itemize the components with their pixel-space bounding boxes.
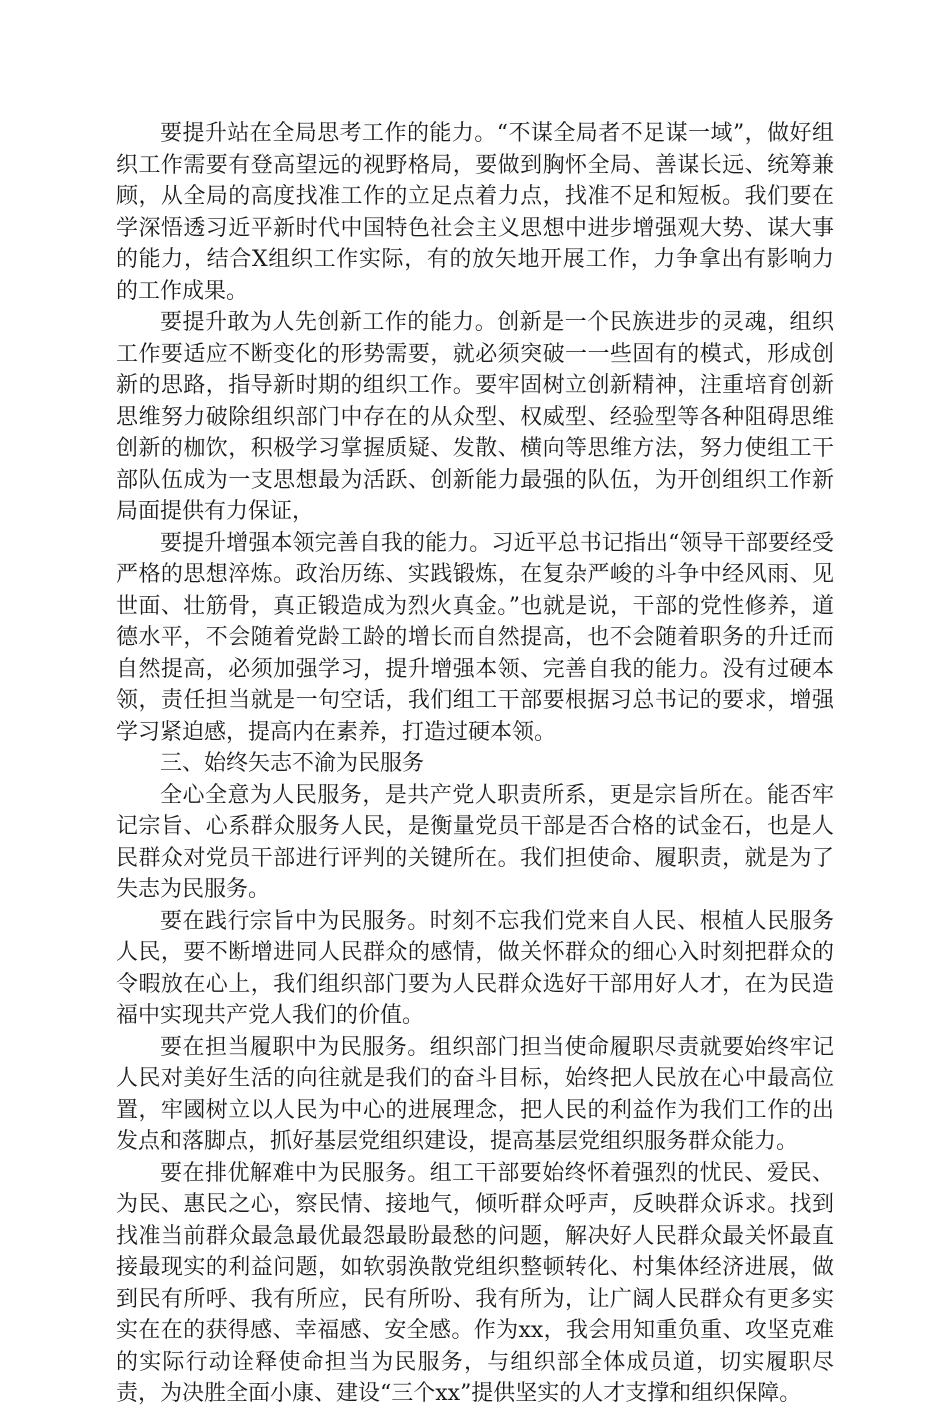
document-body xyxy=(116,118,834,1410)
paragraph-practice-purpose: 要在践行宗旨中为民服务。时刻不忘我们党来自人民、根植人民服务人民，要不断增进同人民群众的感情，做关怀群众的细心入时刻把群众的令暇放在心上，我们组织部门要为人民群众选好干部用好人才，在为民造福中实现共产党人我们的价值。 xyxy=(116,908,834,1028)
paragraph-serve-people-intro: 全心全意为人民服务，是共产党人职责所系，更是宗旨所在。能否牢记宗旨、心系群众服务人民，是衡量党员干部是否合格的试金石，也是人民群众对党员干部进行评判的关键所在。我们担使命、履职责，就是为了失志为民服务。 xyxy=(116,782,834,902)
paragraph-global-thinking: 要提升站在全局思考工作的能力。“不谋全局者不足谋一域”，做好组织工作需要有登高望远的视野格局，要做到胸怀全局、善谋长远、统筹兼顾，从全局的高度找准工作的立足点着力点，找准不足和短板。我们要在学深悟透习近平新时代中国特色社会主义思想中进步增强观大势、谋大事的能力，结合X组织工作实际，有的放矢地开展工作，力争拿出有影响力的工作成果。 xyxy=(116,121,834,304)
paragraph-self-improvement: 要提升增强本领完善自我的能力。习近平总书记指出“领导干部要经受严格的思想淬炼。政治历练、实践锻炼，在复杂严峻的斗争中经风雨、见世面、壮筋骨，真正锻造成为烈火真金。”也就是说，干部的党性修养，道德水平，不会随着党龄工龄的增长而自然提高，也不会随着职务的升迁而自然提高，必须加强学习，提升增强本领、完善自我的能力。没有过硬本领，责任担当就是一句空话，我们组工干部要根据习总书记的要求，增强学习紧迫感，提高内在素养，打造过硬本领。 xyxy=(116,530,834,745)
section-heading: 三、始终矢志不渝为民服务 xyxy=(160,751,425,776)
paragraph-duty-performance: 要在担当履职中为民服务。组织部门担当使命履职尽责就要始终牢记人民对美好生活的向往就是我们的奋斗目标，始终把人民放在心中最高位置，牢國树立以人民为中心的进展理念，把人民的利益作为我们工作的出发点和落脚点，抓好基层党组织建设，提高基层党组织服务群众能力。 xyxy=(116,1034,834,1154)
paragraph-solve-problems: 要在排优解难中为民服务。组工干部要始终怀着强烈的忧民、爱民、为民、惠民之心，察民情、接地气，倾听群众呼声，反映群众诉求。找到找准当前群众最急最优最怨最盼最愁的问题，解决好人民群众最关怀最直接最现实的利益问题，如软弱涣散党组织整顿转化、村集体经济进展，做到民有所呼、我有所应，民有所吩、我有所为，让广阔人民群众有更多实实在在的获得感、幸福感、安全感。作为xx，我会用知重负重、攻坚克难的实际行动诠释使命担当为民服务，与组织部全体成员道，切实履职尽责，为决胜全面小康、建设“三个xx”提供坚实的人才支撑和组织保障。 xyxy=(116,1160,834,1406)
paragraph-innovation: 要提升敢为人先创新工作的能力。创新是一个民族进步的灵魂，组织工作要适应不断变化的形势需要，就必须突破一一些固有的模式，形成创新的思路，指导新时期的组织工作。要牢固树立创新精神，注重培育创新思维努力破除组织部门中存在的从众型、权威型、经验型等各种阻碍思维创新的枷饮，积极学习掌握质疑、发散、横向等思维方法，努力使组工干部队伍成为一支思想最为活跃、创新能力最强的队伍，为开创组织工作新局面提供有力保证， xyxy=(116,310,834,524)
